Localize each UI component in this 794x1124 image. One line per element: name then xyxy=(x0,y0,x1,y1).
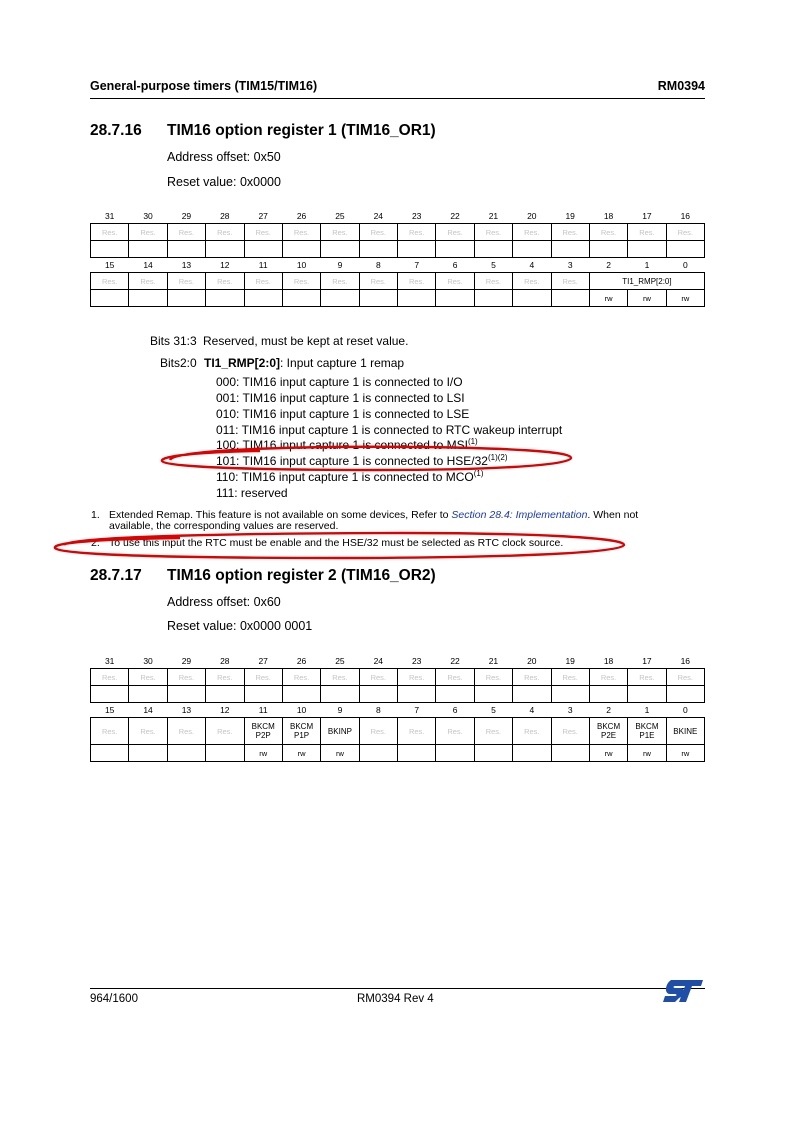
reserved-bit: Res. xyxy=(666,669,704,686)
bit-number: 2 xyxy=(606,260,611,270)
reserved-bit: Res. xyxy=(244,224,282,241)
bit-number: 10 xyxy=(296,260,307,270)
bit-number: 8 xyxy=(375,705,381,715)
reserved-bit: Res. xyxy=(244,273,282,290)
access-cell xyxy=(206,290,244,307)
reserved-bit: Res. xyxy=(91,669,129,686)
reset-value-or2: Reset value: 0x0000 0001 xyxy=(167,619,313,633)
footnote-reference: (1)(2) xyxy=(487,453,508,462)
field-description: : Input capture 1 remap xyxy=(280,356,405,370)
header-doc-id: RM0394 xyxy=(657,79,705,93)
remap-option-text: 011: TIM16 input capture 1 is connected to RTC wakeup interrupt xyxy=(216,423,563,437)
remap-option xyxy=(216,438,478,452)
access-cell xyxy=(398,241,436,258)
header-title: General-purpose timers (TIM15/TIM16) xyxy=(90,79,318,93)
remap-option xyxy=(216,423,562,437)
remap-option xyxy=(216,486,288,500)
reserved-bit: Res. xyxy=(513,669,551,686)
header-rule xyxy=(90,98,705,99)
bit-number: 19 xyxy=(565,211,575,221)
bit-number: 11 xyxy=(258,260,268,270)
reserved-bit: Res. xyxy=(129,718,167,745)
bit-number: 22 xyxy=(450,656,460,666)
bit-number: 3 xyxy=(567,260,573,270)
footnote-1-before: Extended Remap. This feature is not available on some devices, Refer to xyxy=(109,509,452,521)
bit-number: 6 xyxy=(452,260,458,270)
access-cell xyxy=(244,290,282,307)
section-title-or1: TIM16 option register 1 (TIM16_OR1) xyxy=(167,122,436,139)
bit-number: 31 xyxy=(104,211,115,221)
access-cell xyxy=(666,241,704,258)
reserved-bit: Res. xyxy=(513,718,551,745)
bit-number: 3 xyxy=(567,705,573,715)
reserved-bit: Res. xyxy=(666,224,704,241)
access-cell xyxy=(244,686,282,703)
access-cell xyxy=(129,241,167,258)
footnote-reference: (1) xyxy=(473,469,484,478)
bit-number: 5 xyxy=(491,705,496,715)
access-row xyxy=(91,745,705,762)
access-cell xyxy=(398,290,436,307)
bit-number-row xyxy=(91,654,705,669)
access-cell xyxy=(589,241,627,258)
field-bkcmp2p: BKCM P2P xyxy=(244,718,282,745)
bit-number: 15 xyxy=(104,705,115,715)
bits-31-3-text: Reserved, must be kept at reset value. xyxy=(203,334,409,348)
field-row xyxy=(91,273,705,290)
access-cell xyxy=(167,241,205,258)
bit-number: 4 xyxy=(529,705,535,715)
footnote-1-after: . When not available, the corresponding values are reserved. xyxy=(109,509,639,532)
reserved-bit: Res. xyxy=(91,224,129,241)
access-row xyxy=(91,686,705,703)
access-rw: rw xyxy=(589,745,627,762)
reserved-bit: Res. xyxy=(206,669,244,686)
bit-number: 9 xyxy=(337,260,343,270)
access-cell xyxy=(474,686,512,703)
bit-number: 23 xyxy=(411,656,422,666)
access-cell xyxy=(282,290,320,307)
access-cell xyxy=(91,686,129,703)
bit-number: 7 xyxy=(414,705,420,715)
bit-number: 16 xyxy=(680,211,691,221)
reserved-bit: Res. xyxy=(129,273,167,290)
bit-number: 0 xyxy=(682,705,688,715)
reserved-bit: Res. xyxy=(398,669,436,686)
access-cell xyxy=(436,290,474,307)
remap-option-text: 100: TIM16 input capture 1 is connected to MSI xyxy=(216,438,468,452)
bit-number: 4 xyxy=(529,260,535,270)
bit-number: 12 xyxy=(220,260,230,270)
reserved-bit: Res. xyxy=(628,224,666,241)
footer-rule xyxy=(90,988,705,989)
field-row xyxy=(91,669,705,686)
access-cell xyxy=(91,290,129,307)
reserved-bit: Res. xyxy=(436,718,474,745)
remap-option xyxy=(216,407,469,421)
access-cell xyxy=(206,745,244,762)
bit-number-row xyxy=(91,258,705,273)
remap-option-text: 111: reserved xyxy=(216,486,288,500)
bit-number: 27 xyxy=(258,211,268,221)
reserved-bit: Res. xyxy=(359,224,397,241)
footnote-1-number: 1. xyxy=(91,509,100,521)
reserved-bit: Res. xyxy=(359,273,397,290)
access-cell xyxy=(513,290,551,307)
reserved-bit: Res. xyxy=(167,669,205,686)
reserved-bit: Res. xyxy=(398,224,436,241)
reserved-bit: Res. xyxy=(167,718,205,745)
register-table-or1 xyxy=(90,209,705,307)
access-cell xyxy=(282,686,320,703)
bit-number: 16 xyxy=(680,656,691,666)
bit-number: 5 xyxy=(491,260,496,270)
access-cell xyxy=(167,745,205,762)
bit-number-row xyxy=(91,209,705,224)
reserved-bit: Res. xyxy=(513,224,551,241)
reserved-bit: Res. xyxy=(129,224,167,241)
access-cell xyxy=(551,241,589,258)
access-cell xyxy=(282,241,320,258)
access-cell xyxy=(589,686,627,703)
reserved-bit: Res. xyxy=(436,224,474,241)
access-cell xyxy=(551,745,589,762)
remap-option-text: 110: TIM16 input capture 1 is connected to MCO xyxy=(216,470,474,484)
footnote-2-text: To use this input the RTC must be enable and the HSE/32 must be selected as RTC clock source. xyxy=(109,537,564,549)
bit-number: 25 xyxy=(335,211,345,221)
field-bkinp: BKINP xyxy=(321,718,359,745)
reserved-bit: Res. xyxy=(206,273,244,290)
section-title-or2: TIM16 option register 2 (TIM16_OR2) xyxy=(167,567,436,584)
footnote-reference: (1) xyxy=(467,437,478,446)
access-rw: rw xyxy=(282,745,320,762)
bit-number: 0 xyxy=(682,260,688,270)
bit-number: 31 xyxy=(104,656,115,666)
reserved-bit: Res. xyxy=(474,669,512,686)
reserved-bit: Res. xyxy=(359,718,397,745)
reserved-bit: Res. xyxy=(551,224,589,241)
reserved-bit: Res. xyxy=(398,718,436,745)
bit-number: 30 xyxy=(143,656,153,666)
address-offset-or1: Address offset: 0x50 xyxy=(167,150,281,164)
bit-number: 23 xyxy=(411,211,422,221)
reserved-bit: Res. xyxy=(206,718,244,745)
reserved-bit: Res. xyxy=(206,224,244,241)
field-bkine: BKINE xyxy=(666,718,704,745)
access-cell xyxy=(359,686,397,703)
access-cell xyxy=(167,686,205,703)
bit-number: 1 xyxy=(644,260,650,270)
bit-number: 14 xyxy=(143,260,153,270)
access-cell xyxy=(436,241,474,258)
bit-number: 18 xyxy=(603,656,614,666)
remap-option xyxy=(216,470,483,484)
access-cell xyxy=(513,686,551,703)
bit-number: 2 xyxy=(606,705,611,715)
bit-number: 21 xyxy=(488,211,499,221)
bit-number: 27 xyxy=(258,656,268,666)
access-cell xyxy=(91,241,129,258)
bit-number: 14 xyxy=(143,705,153,715)
access-cell xyxy=(359,290,397,307)
access-cell xyxy=(551,290,589,307)
access-cell xyxy=(666,686,704,703)
bit-number: 28 xyxy=(220,656,230,666)
bits-2-0-description xyxy=(204,356,404,370)
bit-number: 18 xyxy=(603,211,614,221)
reserved-bit: Res. xyxy=(91,273,129,290)
field-bkcmp1p: BKCM P1P xyxy=(282,718,320,745)
bit-number: 7 xyxy=(414,260,420,270)
reserved-bit: Res. xyxy=(91,718,129,745)
access-rw: rw xyxy=(321,745,359,762)
reserved-bit: Res. xyxy=(551,718,589,745)
bit-number-row xyxy=(91,703,705,718)
reserved-bit: Res. xyxy=(474,224,512,241)
reserved-bit: Res. xyxy=(282,224,320,241)
reserved-bit: Res. xyxy=(398,273,436,290)
register-table-or2 xyxy=(90,654,705,762)
remap-option-text: 001: TIM16 input capture 1 is connected to LSI xyxy=(216,391,465,405)
remap-option-text: 010: TIM16 input capture 1 is connected to LSE xyxy=(216,407,470,421)
bits-2-0-label: Bits2:0 xyxy=(160,356,197,370)
access-cell xyxy=(321,290,359,307)
bit-number: 28 xyxy=(220,211,230,221)
access-cell xyxy=(436,686,474,703)
field-bkcmp2e: BKCM P2E xyxy=(589,718,627,745)
access-cell xyxy=(398,686,436,703)
bit-number: 17 xyxy=(642,656,652,666)
bit-number: 26 xyxy=(296,656,307,666)
access-cell xyxy=(91,745,129,762)
access-cell xyxy=(513,745,551,762)
access-cell xyxy=(513,241,551,258)
bit-number: 13 xyxy=(181,260,192,270)
bit-number: 9 xyxy=(337,705,343,715)
access-cell xyxy=(474,241,512,258)
reserved-bit: Res. xyxy=(244,669,282,686)
reserved-bit: Res. xyxy=(167,273,205,290)
reserved-bit: Res. xyxy=(589,669,627,686)
bit-number: 20 xyxy=(527,656,537,666)
bit-number: 21 xyxy=(488,656,499,666)
remap-option xyxy=(216,391,465,405)
bit-number: 29 xyxy=(181,211,192,221)
reserved-bit: Res. xyxy=(129,669,167,686)
access-row xyxy=(91,241,705,258)
remap-option xyxy=(216,454,508,468)
reserved-bit: Res. xyxy=(321,273,359,290)
bit-number: 24 xyxy=(373,656,384,666)
access-rw: rw xyxy=(589,290,627,307)
bit-number: 15 xyxy=(104,260,115,270)
bit-number: 1 xyxy=(644,705,650,715)
footnote-1-text xyxy=(109,510,669,532)
reserved-bit: Res. xyxy=(282,669,320,686)
access-cell xyxy=(359,745,397,762)
reserved-bit: Res. xyxy=(436,273,474,290)
reserved-bit: Res. xyxy=(167,224,205,241)
field-row xyxy=(91,224,705,241)
reset-value-or1: Reset value: 0x0000 xyxy=(167,175,281,189)
address-offset-or2: Address offset: 0x60 xyxy=(167,595,281,609)
access-cell xyxy=(628,686,666,703)
bit-number: 11 xyxy=(258,705,268,715)
access-cell xyxy=(436,745,474,762)
bit-number: 12 xyxy=(220,705,230,715)
bit-number: 17 xyxy=(642,211,652,221)
reserved-bit: Res. xyxy=(551,669,589,686)
access-cell xyxy=(206,241,244,258)
remap-option xyxy=(216,375,463,389)
access-cell xyxy=(359,241,397,258)
access-cell xyxy=(129,290,167,307)
field-name: TI1_RMP[2:0] xyxy=(204,356,281,370)
access-row xyxy=(91,290,705,307)
reserved-bit: Res. xyxy=(436,669,474,686)
bit-number: 10 xyxy=(296,705,307,715)
bit-number: 20 xyxy=(527,211,537,221)
bit-number: 6 xyxy=(452,705,458,715)
access-rw: rw xyxy=(244,745,282,762)
bit-number: 29 xyxy=(181,656,192,666)
section-number-or2: 28.7.17 xyxy=(90,567,142,584)
access-cell xyxy=(129,686,167,703)
access-cell xyxy=(167,290,205,307)
reserved-bit: Res. xyxy=(321,224,359,241)
bit-number: 19 xyxy=(565,656,575,666)
bits-31-3-label: Bits 31:3 xyxy=(150,334,197,348)
access-cell xyxy=(321,686,359,703)
document-revision: RM0394 Rev 4 xyxy=(357,993,434,1005)
reserved-bit: Res. xyxy=(513,273,551,290)
page-number: 964/1600 xyxy=(90,993,138,1005)
reserved-bit: Res. xyxy=(628,669,666,686)
field-row xyxy=(91,718,705,745)
reserved-bit: Res. xyxy=(359,669,397,686)
access-cell xyxy=(321,241,359,258)
access-rw: rw xyxy=(666,745,704,762)
bit-number: 26 xyxy=(296,211,307,221)
access-cell xyxy=(206,686,244,703)
section-number-or1: 28.7.16 xyxy=(90,122,142,139)
reserved-bit: Res. xyxy=(321,669,359,686)
bit-number: 8 xyxy=(375,260,381,270)
access-rw: rw xyxy=(628,745,666,762)
reserved-bit: Res. xyxy=(474,718,512,745)
remap-option-text: 101: TIM16 input capture 1 is connected to HSE/32 xyxy=(216,454,488,468)
bit-number: 24 xyxy=(373,211,384,221)
access-cell xyxy=(244,241,282,258)
remap-option-text: 000: TIM16 input capture 1 is connected to I/O xyxy=(216,375,463,389)
bit-number: 22 xyxy=(450,211,460,221)
reserved-bit: Res. xyxy=(551,273,589,290)
access-cell xyxy=(628,241,666,258)
access-cell xyxy=(474,745,512,762)
access-cell xyxy=(551,686,589,703)
access-cell xyxy=(474,290,512,307)
st-logo xyxy=(661,978,705,1004)
access-cell xyxy=(398,745,436,762)
access-rw: rw xyxy=(628,290,666,307)
reserved-bit: Res. xyxy=(589,224,627,241)
access-rw: rw xyxy=(666,290,704,307)
field-bkcmp1e: BKCM P1E xyxy=(628,718,666,745)
bit-number: 25 xyxy=(335,656,345,666)
field-ti1-rmp: TI1_RMP[2:0] xyxy=(589,273,704,290)
reserved-bit: Res. xyxy=(474,273,512,290)
bit-number: 13 xyxy=(181,705,192,715)
reserved-bit: Res. xyxy=(282,273,320,290)
bit-number: 30 xyxy=(143,211,153,221)
section-link[interactable]: Section 28.4: Implementation xyxy=(451,509,588,521)
footnote-2-number: 2. xyxy=(91,537,100,549)
access-cell xyxy=(129,745,167,762)
